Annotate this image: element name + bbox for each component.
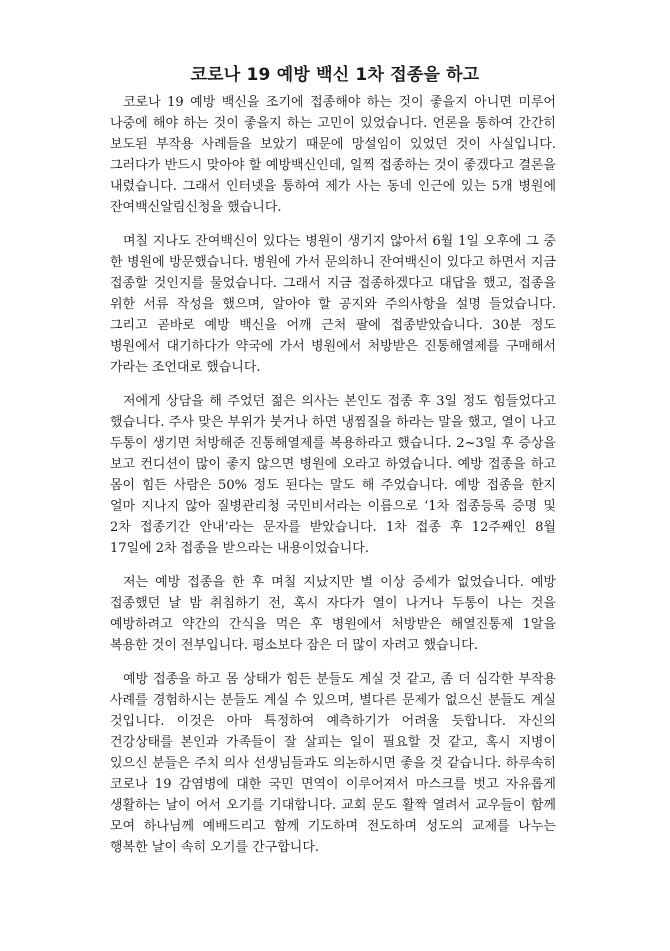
paragraph-2: 며칠 지나도 잔여백신이 있다는 병원이 생기지 않아서 6월 1일 오후에 그 중 한 병원에 방문했습니다. 병원에 가서 문의하니 잔여백신이 있다고 하면서 지금 접종할 것인지를 물었습니다. 그래서 지금 접종하겠다고 대답을 했고, 접종을 위한 서류 작성을 했으며, 알아야 할 공지와 주의사항을 설명 들었습니다. 그리고 곧바로 예방 백신을 어깨 근처 팔에 접종받았습니다. 30분 정도 병원에서 대기하다가 약국에 가서 병원에서 처방받은 진통해열제를 구매해서 가라는 조언대로 했습니다. (110, 234, 556, 375)
paragraph-1: 코로나 19 예방 백신을 조기에 접종해야 하는 것이 좋을지 아니면 미루어 나중에 해야 하는 것이 좋을지 하는 고민이 있었습니다. 언론을 통하여 간간히 보도된 부작용 사례들을 보았기 때문에 망설임이 있었던 것이 사실입니다. 그러다가 반드시 맞아야 할 예방백신인데, 일찍 접종하는 것이 좋겠다고 결론을 내렸습니다. 그래서 인터넷을 통하여 제가 사는 동네 인근에 있는 5개 병원에 잔여백신알림신청을 했습니다. (110, 95, 556, 215)
paragraph-4: 저는 예방 접종을 한 후 며칠 지났지만 별 이상 증세가 없었습니다. 예방 접종했던 날 밤 취침하기 전, 혹시 자다가 열이 나거나 두통이 나는 것을 예방하려고 약간의 간식을 먹은 후 병원에서 처방받은 해열진통제 1알을 복용한 것이 전부입니다. 평소보다 잠은 더 많이 자려고 했습니다. (110, 575, 556, 653)
document-title: 코로나 19 예방 백신 1차 접종을 하고 (190, 65, 480, 85)
paragraph-3: 저에게 상담을 해 주었던 젊은 의사는 본인도 접종 후 3일 정도 힘들었다고 했습니다. 주사 맞은 부위가 붓거나 하면 냉찜질을 하라는 말을 했고, 열이 나고 두통이 생기면 처방해준 진통해열제를 복용하라고 했습니다. 2~3일 후 증상을 보고 컨디션이 많이 좋지 않으면 병원에 오라고 하였습니다. 예방 접종을 하고 몸이 힘든 사람은 50% 정도 된다는 말도 해 주었습니다. 예방 접종을 한지 얼마 지나지 않아 질병관리청 국민비서라는 이름으로 ‘1차 접종등록 증명 및 2차 접종기간 안내’라는 문자를 받았습니다. 1차 접종 후 12주째인 8월 17일에 2차 접종을 받으라는 내용이었습니다. (110, 394, 556, 556)
document-body (110, 92, 556, 871)
paragraph-5: 예방 접종을 하고 몸 상태가 힘든 분들도 계실 것 같고, 좀 더 심각한 부작용 사례를 경험하시는 분들도 계실 수 있으며, 별다른 문제가 없으신 분들도 계실 것입니다. 이것은 아마 특정하여 예측하기가 어려울 듯합니다. 자신의 건강상태를 본인과 가족들이 잘 살피는 일이 필요할 것 같고, 혹시 지병이 있으신 분들은 주치 의사 선생님들과도 의논하시면 좋을 것 같습니다. 하루속히 코로나 19 감염병에 대한 국민 면역이 이루어져서 마스크를 벗고 자유롭게 생활하는 날이 어서 오기를 기대합니다. 교회 문도 활짝 열려서 교우들이 함께 모여 하나님께 예배드리고 함께 기도하며 전도하며 성도의 교제를 나누는 행복한 날이 속히 오기를 간구합니다. (110, 672, 556, 855)
